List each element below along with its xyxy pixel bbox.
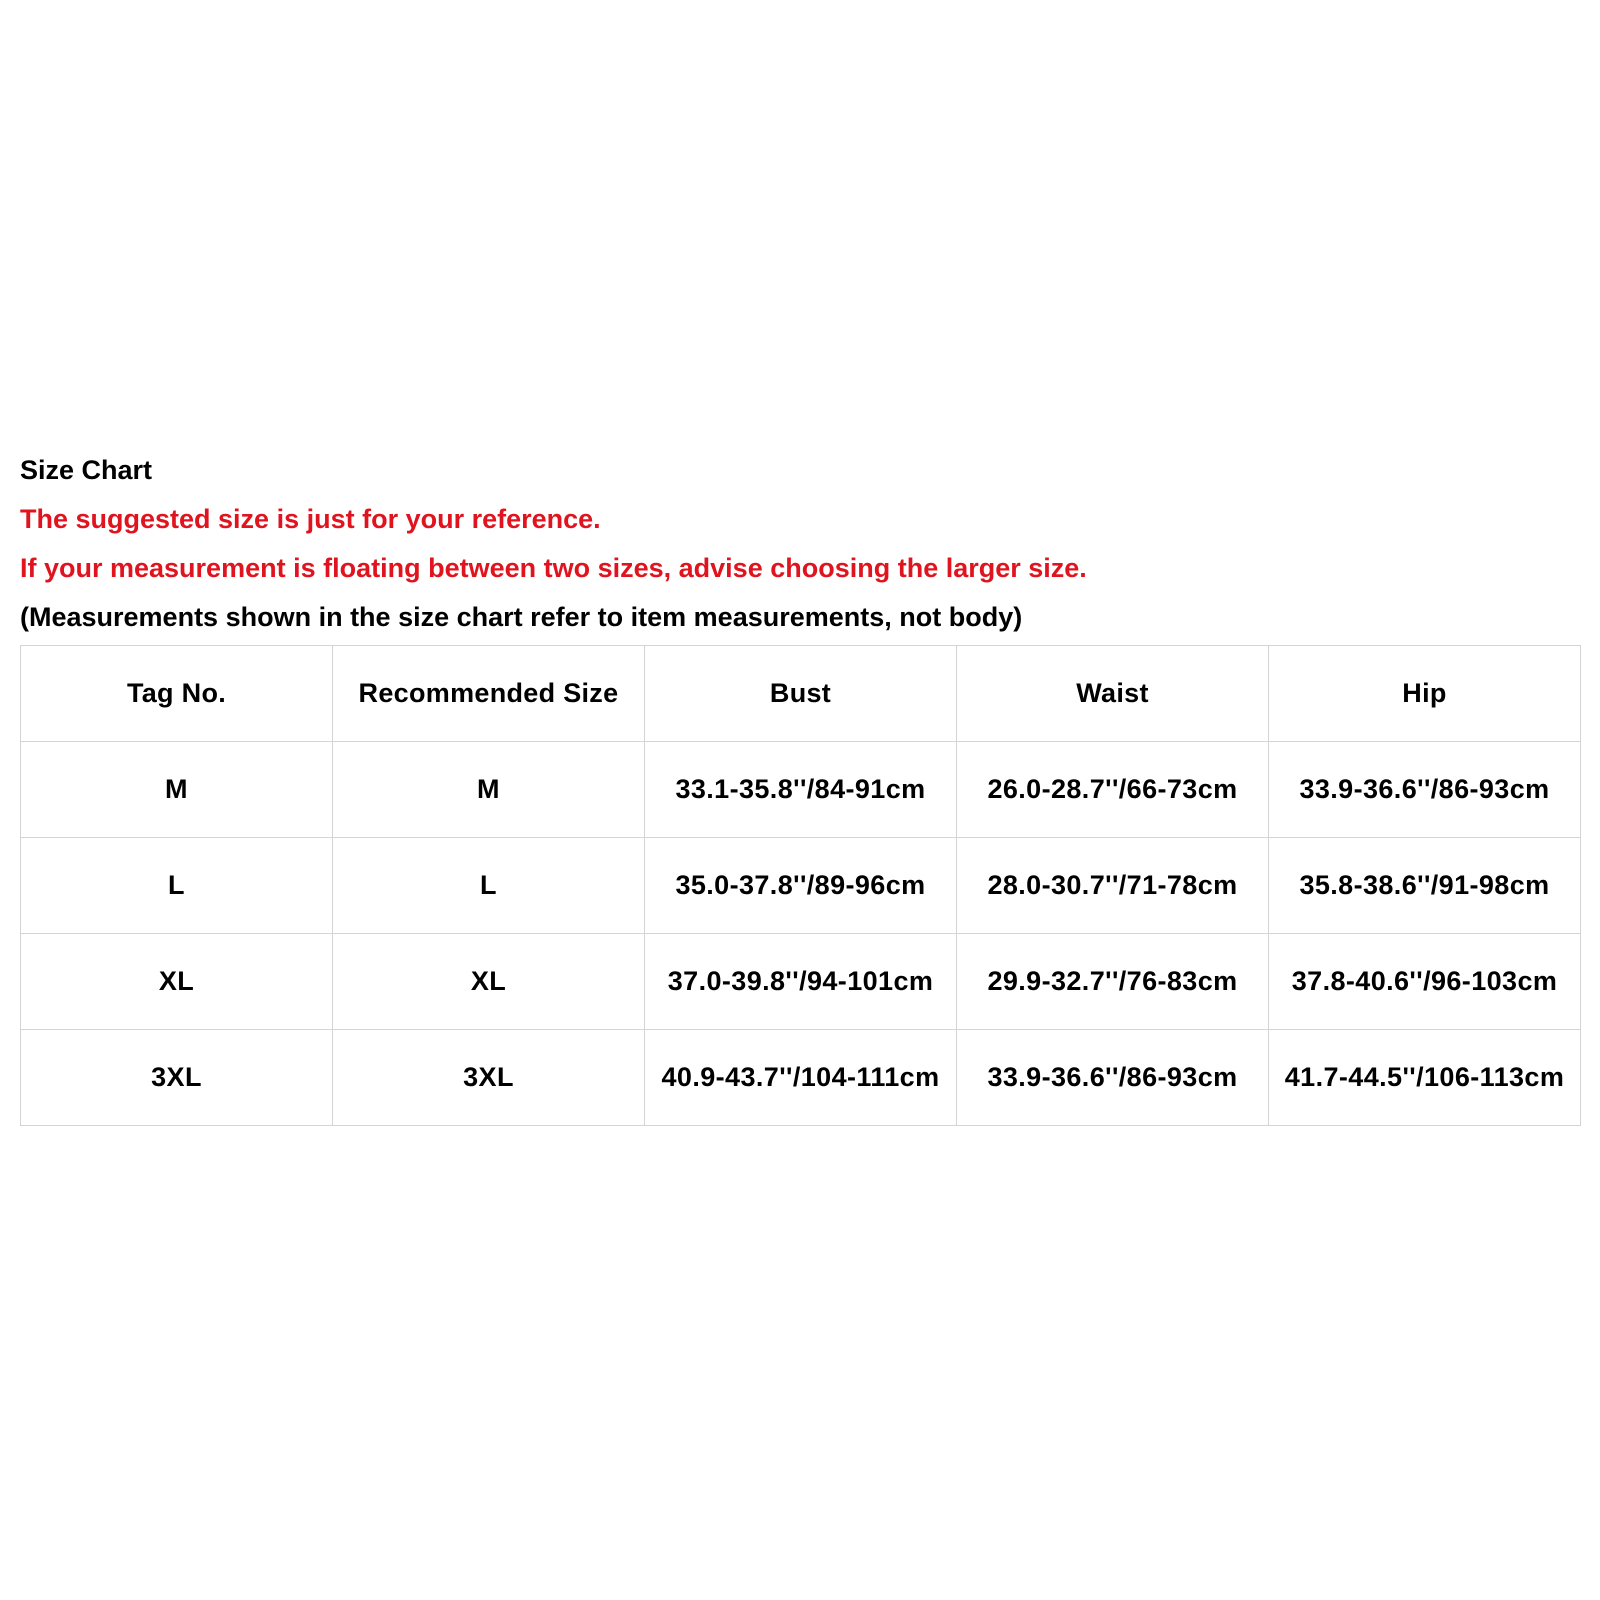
cell-tag-no: 3XL [21, 1030, 333, 1126]
cell-recommended-size: M [333, 742, 645, 838]
header-bust: Bust [645, 646, 957, 742]
cell-tag-no: M [21, 742, 333, 838]
table-header-row [21, 646, 1581, 742]
sizing-advice-note: If your measurement is floating between two sizes, advise choosing the larger size. [20, 553, 1087, 583]
cell-hip: 33.9-36.6''/86-93cm [1269, 742, 1581, 838]
cell-waist: 33.9-36.6''/86-93cm [957, 1030, 1269, 1126]
reference-note: The suggested size is just for your reference. [20, 504, 601, 534]
cell-recommended-size: L [333, 838, 645, 934]
size-chart-title: Size Chart [20, 455, 153, 485]
cell-hip: 41.7-44.5''/106-113cm [1269, 1030, 1581, 1126]
measurement-note: (Measurements shown in the size chart refer to item measurements, not body) [20, 602, 1023, 632]
cell-bust: 35.0-37.8''/89-96cm [645, 838, 957, 934]
size-chart-notes [20, 446, 1580, 642]
cell-recommended-size: XL [333, 934, 645, 1030]
cell-waist: 29.9-32.7''/76-83cm [957, 934, 1269, 1030]
cell-waist: 28.0-30.7''/71-78cm [957, 838, 1269, 934]
size-table [20, 645, 1581, 1126]
header-recommended-size: Recommended Size [333, 646, 645, 742]
cell-hip: 35.8-38.6''/91-98cm [1269, 838, 1581, 934]
table-row [21, 838, 1581, 934]
cell-hip: 37.8-40.6''/96-103cm [1269, 934, 1581, 1030]
cell-waist: 26.0-28.7''/66-73cm [957, 742, 1269, 838]
header-hip: Hip [1269, 646, 1581, 742]
table-row [21, 1030, 1581, 1126]
cell-recommended-size: 3XL [333, 1030, 645, 1126]
cell-bust: 40.9-43.7''/104-111cm [645, 1030, 957, 1126]
header-tag-no: Tag No. [21, 646, 333, 742]
cell-bust: 37.0-39.8''/94-101cm [645, 934, 957, 1030]
cell-tag-no: L [21, 838, 333, 934]
table-row [21, 742, 1581, 838]
table-row [21, 934, 1581, 1030]
cell-bust: 33.1-35.8''/84-91cm [645, 742, 957, 838]
header-waist: Waist [957, 646, 1269, 742]
cell-tag-no: XL [21, 934, 333, 1030]
